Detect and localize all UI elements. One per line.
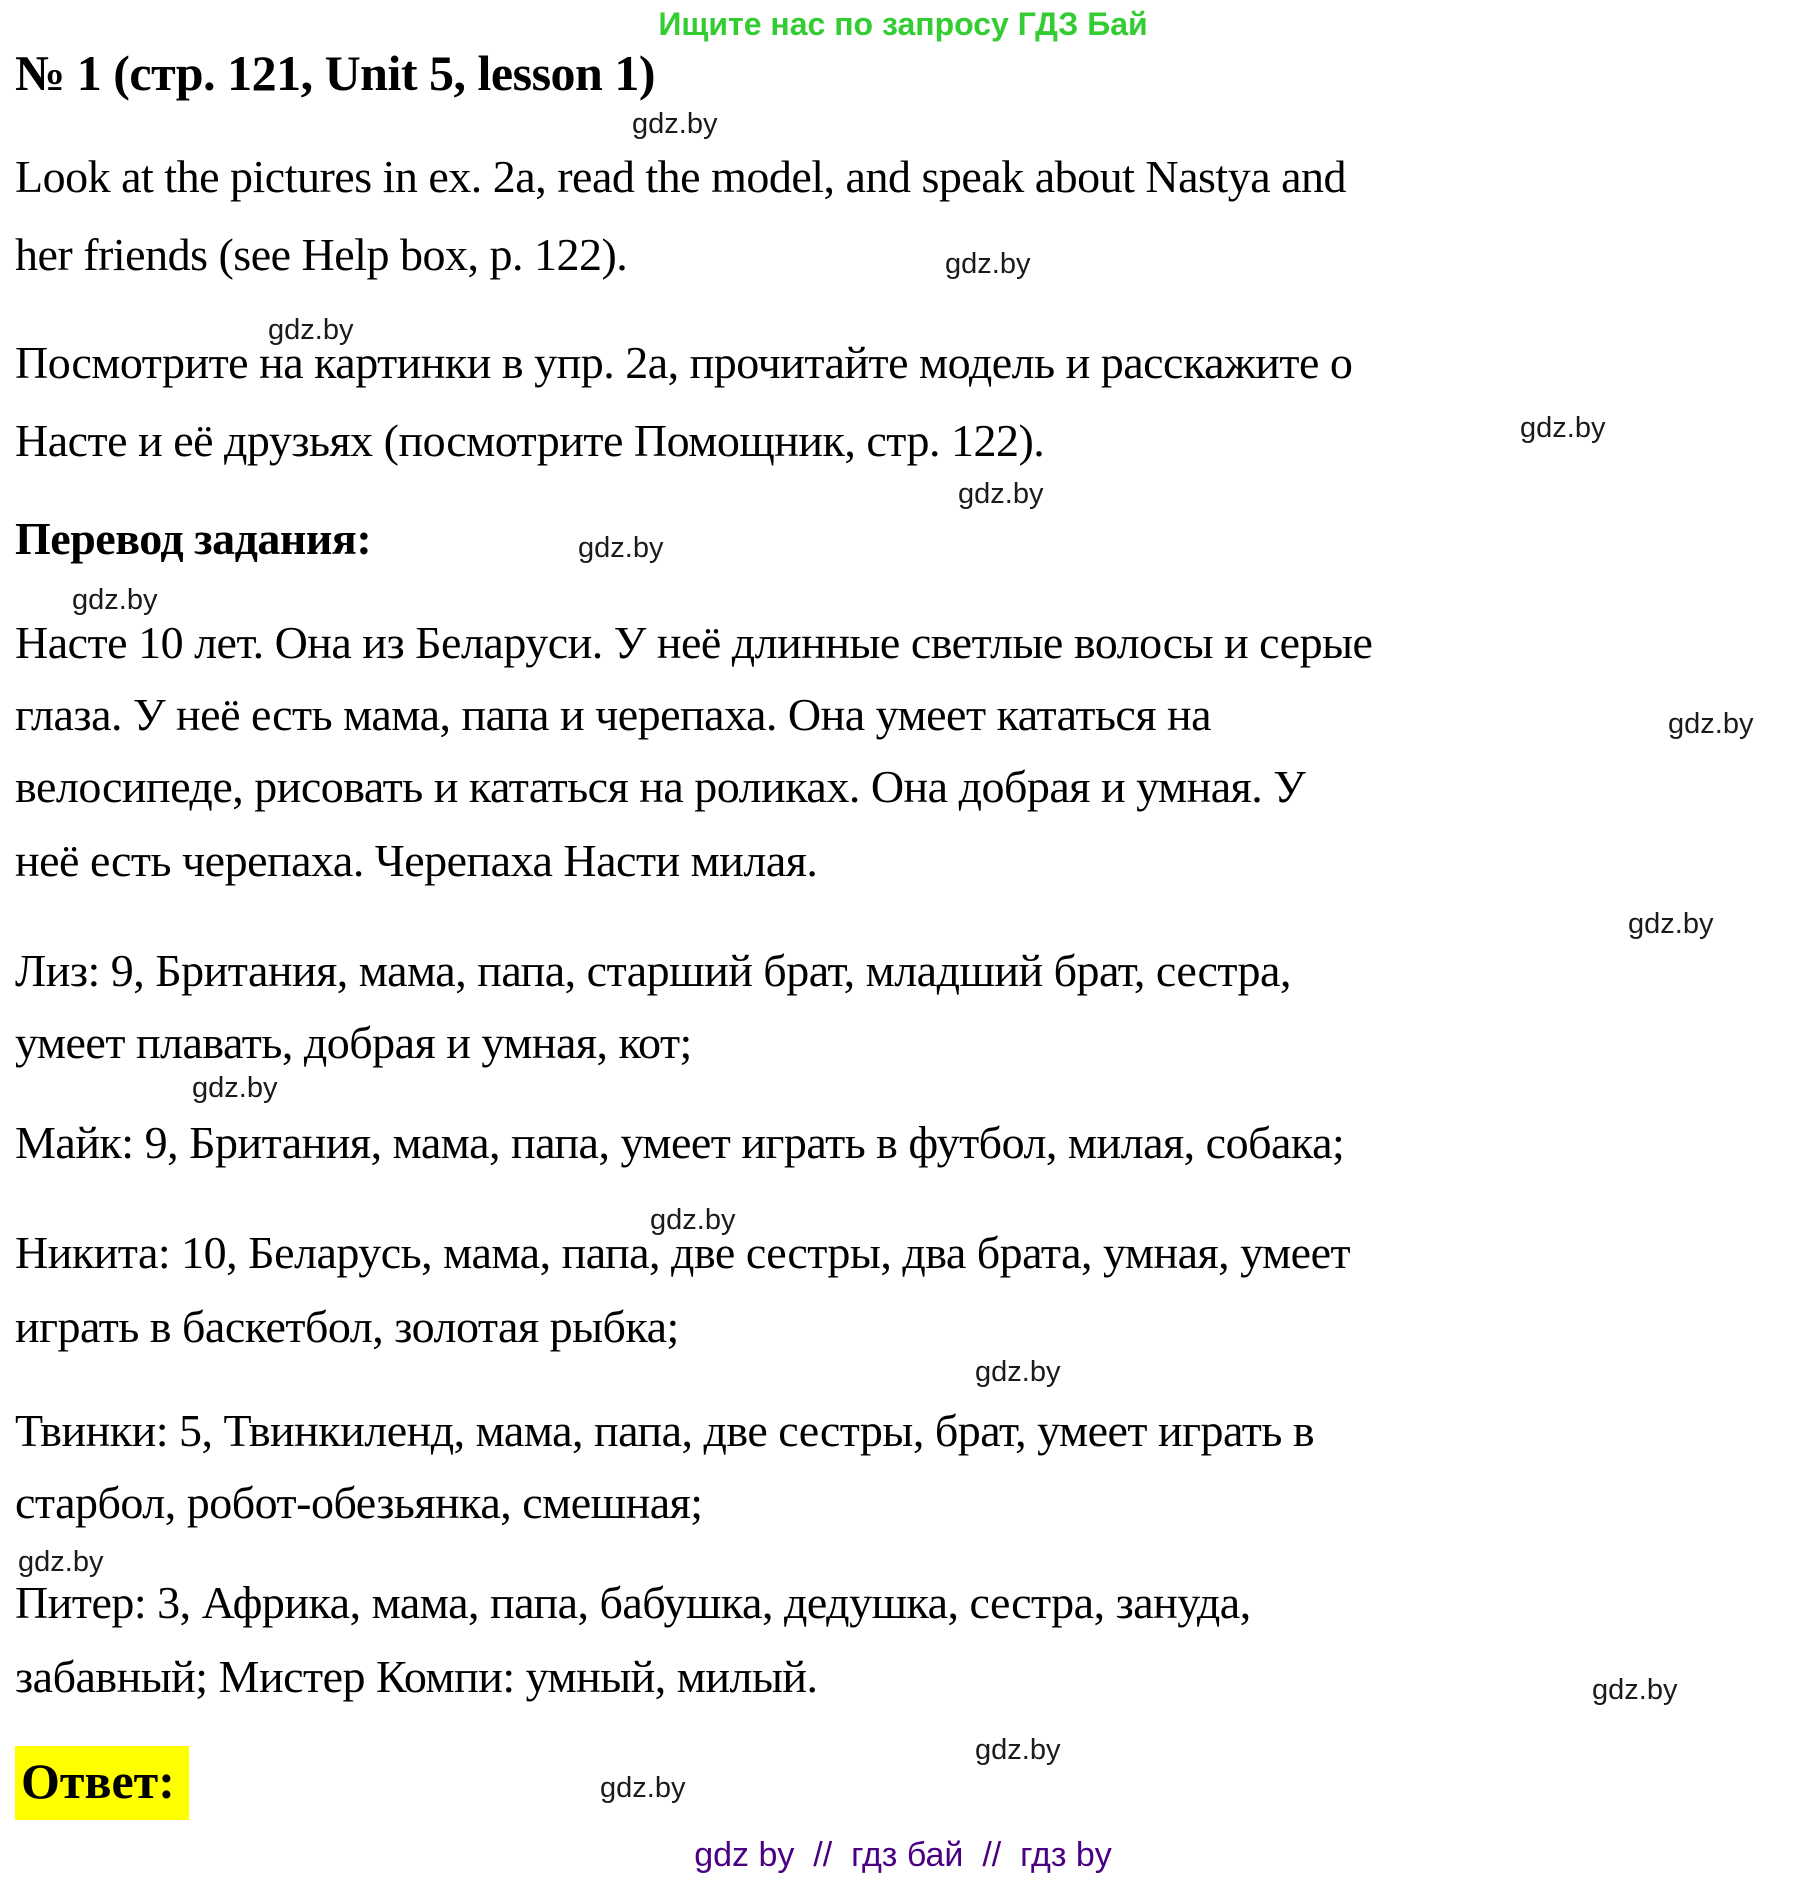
task-russian-line: Насте и её друзьях (посмотрите Помощник, стр. 122).	[15, 415, 1045, 466]
gdz-watermark: gdz.by	[1628, 908, 1714, 940]
gdz-watermark: gdz.by	[1592, 1674, 1678, 1706]
nastya-paragraph-line: велосипеде, рисовать и кататься на роликах. Она добрая и умная. У	[15, 761, 1306, 812]
twinky-paragraph-line: Твинки: 5, Твинкиленд, мама, папа, две сестры, брат, умеет играть в	[15, 1405, 1315, 1456]
peter-paragraph-line: Питер: 3, Африка, мама, папа, бабушка, дедушка, сестра, зануда,	[15, 1577, 1251, 1628]
exercise-title: № 1 (стр. 121, Unit 5, lesson 1)	[15, 45, 655, 101]
gdz-watermark: gdz.by	[958, 478, 1044, 510]
liz-paragraph-line: Лиз: 9, Британия, мама, папа, старший брат, младший брат, сестра,	[15, 945, 1291, 996]
gdz-watermark: gdz.by	[650, 1204, 736, 1236]
gdz-watermark: gdz.by	[975, 1356, 1061, 1388]
nastya-paragraph-line: Насте 10 лет. Она из Беларуси. У неё длинные светлые волосы и серые	[15, 617, 1373, 668]
translation-heading: Перевод задания:	[15, 513, 372, 564]
gdz-watermark: gdz.by	[18, 1546, 104, 1578]
task-english-line: her friends (see Help box, p. 122).	[15, 229, 628, 280]
nastya-paragraph-line: глаза. У неё есть мама, папа и черепаха. Она умеет кататься на	[15, 689, 1212, 740]
gdz-watermark: gdz.by	[945, 248, 1031, 280]
gdz-watermark: gdz.by	[72, 584, 158, 616]
gdz-watermark: gdz.by	[600, 1772, 686, 1804]
site-notice: Ищите нас по запросу ГДЗ Бай	[658, 6, 1148, 42]
nastya-paragraph-line: неё есть черепаха. Черепаха Насти милая.	[15, 835, 818, 886]
nikita-paragraph-line: играть в баскетбол, золотая рыбка;	[15, 1301, 679, 1352]
footer-links: gdz by // гдз бай // гдз by	[694, 1836, 1112, 1874]
gdz-watermark: gdz.by	[975, 1734, 1061, 1766]
gdz-watermark: gdz.by	[1520, 412, 1606, 444]
answer-label: Ответ:	[15, 1746, 189, 1820]
gdz-watermark: gdz.by	[1668, 708, 1754, 740]
gdz-watermark: gdz.by	[192, 1072, 278, 1104]
gdz-watermark: gdz.by	[632, 108, 718, 140]
nikita-paragraph-line: Никита: 10, Беларусь, мама, папа, две сестры, два брата, умная, умеет	[15, 1227, 1351, 1278]
twinky-paragraph-line: старбол, робот-обезьянка, смешная;	[15, 1477, 703, 1528]
gdz-watermark: gdz.by	[578, 532, 664, 564]
gdz-watermark: gdz.by	[268, 314, 354, 346]
liz-paragraph-line: умеет плавать, добрая и умная, кот;	[15, 1017, 692, 1068]
task-english-line: Look at the pictures in ex. 2a, read the model, and speak about Nastya and	[15, 151, 1347, 202]
mike-paragraph-line: Майк: 9, Британия, мама, папа, умеет играть в футбол, милая, собака;	[15, 1117, 1345, 1168]
task-russian-line: Посмотрите на картинки в упр. 2а, прочитайте модель и расскажите о	[15, 337, 1353, 388]
peter-paragraph-line: забавный; Мистер Компи: умный, милый.	[15, 1651, 818, 1702]
